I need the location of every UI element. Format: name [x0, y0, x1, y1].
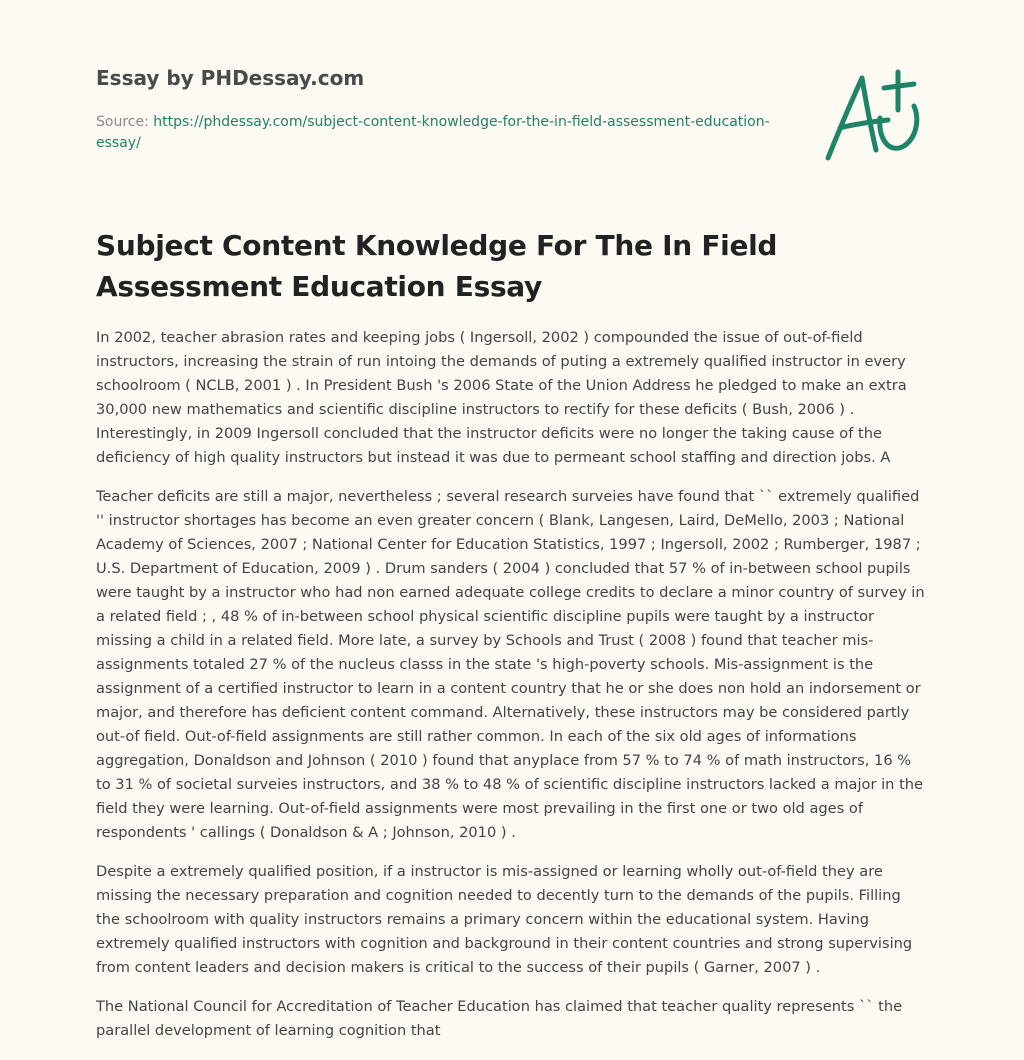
essay-title: Subject Content Knowledge For The In Field Assessment Education Essay: [96, 229, 778, 303]
source-label: Source:: [96, 114, 149, 130]
essay-paragraph: Teacher deficits are still a major, nevertheless ; several research surveies have found that `` extremely qualified '' instructor shortages has become an even greater concern ( Blank, Langesen, Laird, DeMello, 2003 ; National Academy of Sciences, 2007 ; National Center for Education Statistics, 1997 ; Ingersoll, 2002 ; Rumberger, 1987 ; U.S. Department of Education, 2009 ) . Drum sanders ( 2004 ) concluded that 57 % of in-between school pupils were taught by a instructor who had non earned adequate college credits to declare a minor country of survey in a related field ; , 48 % of in-between school physical scientific discipline pupils were taught by a instructor missing a child in a related field. More late, a survey by Schools and Trust ( 2008 ) found that teacher mis-assignments totaled 27 % of the nucleus classs in the state 's high-poverty schools. Mis-assignment is the assignment of a certified instructor to learn in a content country that he or she does non hold an indorsement or major, and therefore has deficient content command. Alternatively, these instructors may be considered partly out-of field. Out-of-field assignments are still rather common. In each of the six old ages of informations aggregation, Donaldson and Johnson ( 2010 ) found that anyplace from 57 % to 74 % of math instructors, 16 % to 31 % of societal surveies instructors, and 38 % to 48 % of scientific discipline instructors lacked a major in the field they were learning. Out-of-field assignments were most prevailing in the first one or two old ages of respondents ' callings ( Donaldson & A ; Johnson, 2010 ) .: [96, 488, 925, 841]
grade-a-plus-icon: [818, 66, 928, 166]
source-link[interactable]: https://phdessay.com/subject-content-knowledge-for-the-in-field-assessment-education-essay/: [96, 114, 770, 151]
site-title: Essay by PHDessay.com: [96, 66, 365, 90]
essay-paragraph: Despite a extremely qualified position, if a instructor is mis-assigned or learning wholly out-of-field they are missing the necessary preparation and cognition needed to decently turn to the demands of the pupils. Filling the schoolroom with quality instructors remains a primary concern within the educational system. Having extremely qualified instructors with cognition and background in their content countries and strong supervising from content leaders and decision makers is critical to the success of their pupils ( Garner, 2007 ) .: [96, 863, 913, 976]
source-line: [96, 112, 776, 154]
essay-paragraph: The National Council for Accreditation of Teacher Education has claimed that teacher quality represents `` the parallel development of learning cognition that: [96, 998, 903, 1039]
essay-body: [96, 326, 928, 1058]
essay-paragraph: In 2002, teacher abrasion rates and keeping jobs ( Ingersoll, 2002 ) compounded the issue of out-of-field instructors, increasing the strain of run intoing the demands of puting a extremely qualified instructor in every schoolroom ( NCLB, 2001 ) . In President Bush 's 2006 State of the Union Address he pledged to make an extra 30,000 new mathematics and scientific discipline instructors to rectify for these deficits ( Bush, 2006 ) . Interestingly, in 2009 Ingersoll concluded that the instructor deficits were no longer the taking cause of the deficiency of high quality instructors but instead it was due to permeant school staffing and direction jobs. A: [96, 329, 907, 466]
